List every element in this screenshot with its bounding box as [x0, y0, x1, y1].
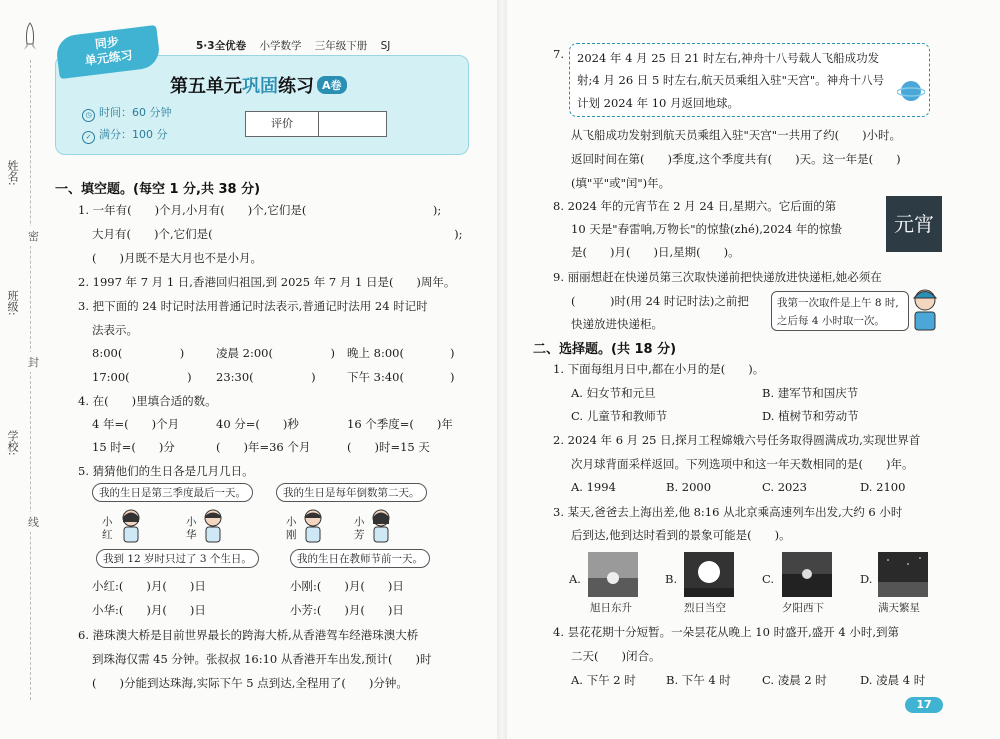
speech-bubble-2: 我的生日是每年倒数第二天。 — [276, 483, 427, 502]
c2-line1: 2. 2024 年 6 月 25 日,探月工程嫦娥六号任务取得圆满成功,实现世界首 — [553, 433, 921, 447]
version-tag: A卷 — [317, 76, 347, 94]
q4-d: 15 时=( )分 — [92, 440, 175, 454]
title-highlight: 巩固 — [242, 76, 278, 97]
q5-answer-4: 小芳:( )月( )日 — [290, 603, 404, 617]
series-line — [196, 38, 400, 53]
c2-option-d[interactable]: D. 2100 — [860, 480, 906, 494]
c4-option-d[interactable]: D. 凌晨 4 时 — [860, 673, 926, 687]
midday-sun-photo — [684, 552, 734, 597]
seal-char-3: 线 — [28, 512, 39, 532]
q7-news-line2: 射;4 月 26 日 5 时左右,航天员乘组入驻"天宫"。神舟十八号 — [577, 73, 885, 87]
c1-option-a[interactable]: A. 妇女节和元旦 — [571, 386, 656, 400]
evaluation-box — [245, 111, 387, 137]
page-title — [170, 72, 347, 98]
edition: SJ — [380, 40, 391, 52]
q3-d: 17:00( ) — [92, 370, 192, 384]
c3-caption-c: 夕阳西下 — [782, 602, 824, 614]
courier-note — [771, 291, 909, 331]
q5-line1: 5. 猜猜他们的生日各是几月几日。 — [78, 464, 254, 478]
subject: 小学数学 — [259, 40, 302, 52]
rocket-icon — [23, 22, 37, 52]
q9-line1: 9. 丽丽想赶在快递员第三次取快递前把快递放进快递柜,她必须在 — [553, 270, 882, 284]
speech-bubble-4: 我的生日在教师节前一天。 — [290, 549, 430, 568]
page-number: 17 — [905, 697, 943, 713]
boy-icon — [200, 508, 226, 544]
q7-news-line3: 计划 2024 年 10 月返回地球。 — [577, 96, 740, 110]
speech-bubble-1: 我的生日是第三季度最后一天。 — [92, 483, 253, 502]
q6-line3: ( )分能到达珠海,实际下午 5 点到达,全程用了( )分钟。 — [92, 676, 408, 690]
q7-news-line1: 2024 年 4 月 25 日 21 时左右,神舟十八号载人飞船成功发 — [577, 51, 880, 65]
c2-line2: 次月球背面采样返回。下列选项中和这一年天数相同的是( )年。 — [571, 457, 914, 471]
c3-label-c[interactable]: C. — [762, 572, 775, 586]
q8-line1: 8. 2024 年的元宵节在 2 月 24 日,星期六。它后面的第 — [553, 199, 837, 213]
q4-a: 4 年=( )个月 — [92, 417, 180, 431]
c3-caption-a: 旭日东升 — [590, 602, 632, 614]
q3-f: 下午 3:40( ) — [347, 370, 455, 384]
q7-line1: 从飞船成功发射到航天员乘组入驻"天宫"一共用了约( )小时。 — [571, 128, 902, 142]
evaluation-label: 评价 — [246, 112, 319, 136]
full-score — [82, 126, 168, 144]
section-2-title: 二、选择题。(共 18 分) — [533, 342, 677, 357]
q5-answer-1: 小红:( )月( )日 — [92, 579, 206, 593]
q3-line2: 法表示。 — [92, 323, 138, 337]
q4-e: ( )年=36 个月 — [216, 440, 311, 454]
class-label: 班级: — [6, 290, 19, 316]
q1-line3: ( )月既不是大月也不是小月。 — [92, 251, 262, 265]
evaluation-field[interactable] — [319, 112, 386, 136]
q4-f: ( )时=15 天 — [347, 440, 430, 454]
kid-name-3: 小刚 — [286, 516, 297, 541]
q1-line2: 大月有( )个,它们是( ); — [92, 227, 463, 241]
clock-icon: ◷ — [82, 109, 95, 122]
q9-line3: 快递放进快递柜。 — [571, 317, 663, 331]
girl-icon — [118, 508, 144, 544]
series: 5·3全优卷 — [196, 40, 247, 52]
title-post: 练习 — [278, 76, 314, 97]
q3-a: 8:00( ) — [92, 346, 185, 360]
page-gutter — [497, 0, 507, 739]
q1-line1: 1. 一年有( )个月,小月有( )个,它们是( ); — [78, 203, 442, 217]
c1-option-c[interactable]: C. 儿童节和教师节 — [571, 409, 668, 423]
q7-number: 7. — [553, 47, 564, 61]
sunrise-photo — [588, 552, 638, 597]
q3-e: 23:30( ) — [216, 370, 316, 384]
q3-c: 晚上 8:00( ) — [347, 346, 455, 360]
lantern-festival-image: 元宵 — [886, 196, 942, 252]
grade: 三年级下册 — [314, 40, 368, 52]
q4-c: 16 个季度=( )年 — [347, 417, 453, 431]
q3-b: 凌晨 2:00( ) — [216, 346, 335, 360]
q7-line2: 返回时间在第( )季度,这个季度共有( )天。这一年是( ) — [571, 152, 901, 166]
q5-answer-3: 小华:( )月( )日 — [92, 603, 206, 617]
c3-line2: 后到达,他到达时看到的景象可能是( )。 — [571, 528, 791, 542]
courier-icon — [908, 287, 942, 331]
kid-name-1: 小红 — [102, 516, 113, 541]
q6-line2: 到珠海仅需 45 分钟。张叔叔 16:10 从香港开车出发,预计( )时 — [92, 652, 432, 666]
score-text: 满分：100 分 — [99, 128, 168, 141]
q2-text: 2. 1997 年 7 月 1 日,香港回归祖国,到 2025 年 7 月 1 日是( )周年。 — [78, 275, 456, 289]
c3-label-a[interactable]: A. — [569, 572, 581, 586]
c1-option-b[interactable]: B. 建军节和国庆节 — [762, 386, 859, 400]
q9-line2: ( )时(用 24 时记时法)之前把 — [571, 294, 749, 308]
seal-line — [30, 60, 31, 700]
c4-line2: 二天( )闭合。 — [571, 649, 661, 663]
c3-line1: 3. 某天,爸爸去上海出差,他 8:16 从北京乘高速列车出发,大约 6 小时 — [553, 505, 903, 519]
c3-label-b[interactable]: B. — [665, 572, 678, 586]
q7-line3: (填"平"或"闰")年。 — [571, 176, 671, 190]
speech-bubble-3: 我到 12 岁时只过了 3 个生日。 — [96, 549, 259, 568]
q3-line1: 3. 把下面的 24 时记时法用普通记时法表示,普通记时法用 24 时记时 — [78, 299, 428, 313]
starry-sky-photo — [878, 552, 928, 597]
badge-line2: 单元练习 — [84, 48, 134, 68]
school-label: 学校: — [6, 430, 19, 456]
q4-b: 40 分=( )秒 — [216, 417, 299, 431]
time-text: 时间：60 分钟 — [99, 106, 172, 119]
binding-strip — [0, 0, 52, 739]
time-limit — [82, 104, 172, 122]
kid-name-4: 小芳 — [354, 516, 365, 541]
name-label: 姓名: — [6, 160, 19, 186]
c1-stem: 1. 下面每组月日中,都在小月的是( )。 — [553, 362, 765, 376]
c3-caption-d: 满天繁星 — [878, 602, 920, 614]
section-1-title: 一、填空题。(每空 1 分,共 38 分) — [55, 182, 261, 197]
courier-note-line1: 我第一次取件是上午 8 时, — [777, 297, 899, 309]
courier-note-line2: 之后每 4 小时取一次。 — [777, 315, 885, 327]
c3-caption-b: 烈日当空 — [684, 602, 726, 614]
c4-option-b[interactable]: B. 下午 4 时 — [666, 673, 731, 687]
q6-line1: 6. 港珠澳大桥是目前世界最长的跨海大桥,从香港驾车经港珠澳大桥 — [78, 628, 419, 642]
sunset-photo — [782, 552, 832, 597]
c2-option-c[interactable]: C. 2023 — [762, 480, 807, 494]
c1-option-d[interactable]: D. 植树节和劳动节 — [762, 409, 859, 423]
c3-label-d[interactable]: D. — [860, 572, 873, 586]
q8-line2: 10 天是"春雷响,万物长"的惊蛰(zhé),2024 年的惊蛰 — [571, 222, 842, 236]
q5-answer-2: 小刚:( )月( )日 — [290, 579, 404, 593]
c4-option-c[interactable]: C. 凌晨 2 时 — [762, 673, 827, 687]
seal-char-1: 密 — [28, 226, 39, 246]
c2-option-a[interactable]: A. 1994 — [571, 480, 616, 494]
check-icon: ✓ — [82, 131, 95, 144]
planet-icon — [897, 77, 925, 105]
badge-line1: 同步 — [94, 34, 120, 52]
c2-option-b[interactable]: B. 2000 — [666, 480, 712, 494]
title-pre: 第五单元 — [170, 76, 242, 97]
q4-line1: 4. 在( )里填合适的数。 — [78, 394, 217, 408]
c4-option-a[interactable]: A. 下午 2 时 — [571, 673, 636, 687]
girl-icon-2 — [368, 508, 394, 544]
kid-name-2: 小华 — [186, 516, 197, 541]
boy-icon-2 — [300, 508, 326, 544]
c4-line1: 4. 昙花花期十分短暂。一朵昙花从晚上 10 时盛开,盛开 4 小时,到第 — [553, 625, 900, 639]
q8-line3: 是( )月( )日,星期( )。 — [571, 245, 740, 259]
seal-char-2: 封 — [28, 352, 39, 372]
